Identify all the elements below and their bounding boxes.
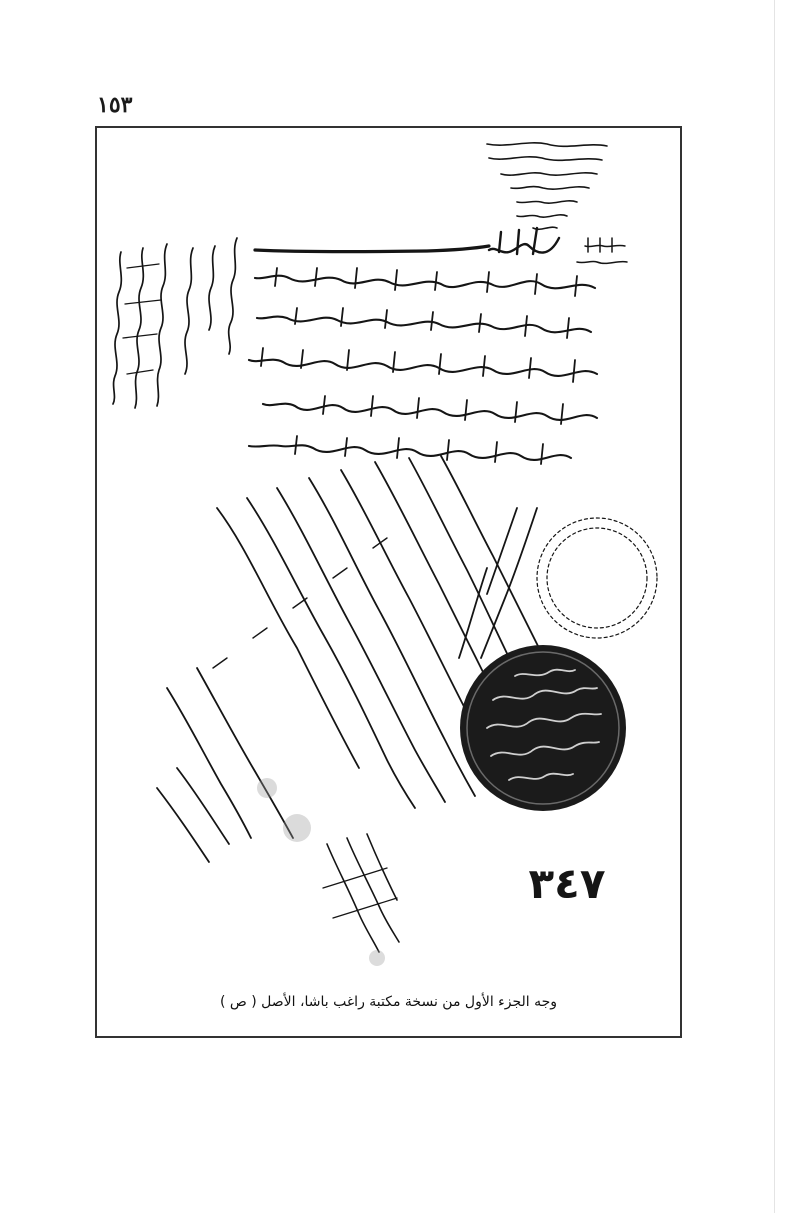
body-line-2 <box>257 308 591 338</box>
diagonal-notes <box>157 456 541 862</box>
scan-edge-line <box>774 0 775 1213</box>
ink-blotches <box>257 778 385 966</box>
shelf-number-text: ٣٤٧ <box>528 859 606 908</box>
manuscript-image <box>97 128 680 1036</box>
body-line-4 <box>263 396 597 424</box>
title-line <box>255 228 559 254</box>
left-margin-note <box>577 238 627 263</box>
page-number: ١٥٣ <box>97 92 133 118</box>
top-right-note <box>487 143 607 229</box>
body-line-3 <box>249 348 597 382</box>
round-seal-stamp <box>460 645 626 811</box>
plate-caption: وجه الجزء الأول من نسخة مكتبة راغب باشا، الأصل ( ص ) <box>219 994 558 1010</box>
body-line-1 <box>255 268 595 296</box>
manuscript-plate <box>95 126 682 1038</box>
shelf-number <box>529 859 606 908</box>
partial-round-stamp <box>537 518 657 638</box>
bottom-signature <box>323 834 399 952</box>
upper-left-note <box>113 238 237 408</box>
